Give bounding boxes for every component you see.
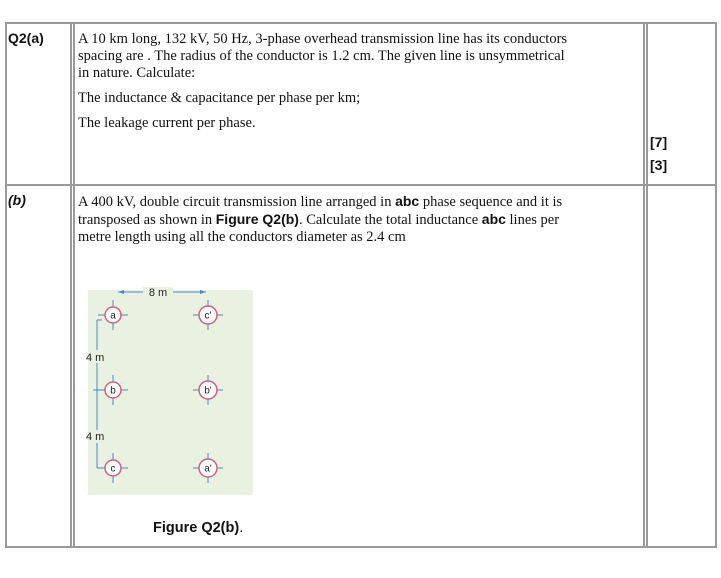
horizontal-spacing-arrow — [118, 287, 206, 299]
conductor-label-a: a — [110, 310, 116, 322]
row-divider — [5, 184, 717, 186]
q2a-item-1: The inductance & capacitance per phase per km; — [78, 90, 361, 106]
q2b-line-2-bold: abc — [481, 211, 506, 227]
figure-caption-text: Figure Q2(b) — [153, 520, 240, 536]
conductor-arrangement-figure — [86, 287, 253, 495]
conductor-label-a-prime: a' — [204, 463, 212, 475]
q2b-line-1-text: A 400 kV, double circuit transmission line arranged in — [78, 194, 396, 210]
q2a-line-2: spacing are . The radius of the conductor is 1.2 cm. The given line is unsymmetrical — [78, 48, 565, 64]
conductor-a — [98, 300, 128, 330]
column-divider-2 — [643, 22, 645, 547]
q2b-line-1 — [78, 193, 643, 211]
conductor-b — [98, 375, 128, 405]
q2a-line-1: A 10 km long, 132 kV, 50 Hz, 3-phase overhead transmission line has its conductors — [78, 31, 568, 47]
table-left-border — [5, 22, 7, 547]
conductor-b-prime — [193, 375, 223, 405]
question-text-q2a — [78, 31, 643, 132]
q2b-line-1-bold: abc — [395, 193, 420, 209]
table-bottom-border — [5, 546, 717, 548]
figure-caption-period: . — [239, 520, 244, 536]
conductor-label-b: b — [110, 385, 116, 397]
column-divider-1 — [70, 22, 72, 547]
table-right-border — [715, 22, 717, 547]
table-top-border — [5, 22, 717, 24]
question-text-q2b — [78, 193, 643, 246]
conductor-a-prime — [193, 453, 223, 483]
spacing-label-vertical-2: 4 m — [86, 431, 105, 443]
question-number-q2b: (b) — [8, 192, 26, 208]
q2a-item-2: The leakage current per phase. — [78, 115, 256, 131]
marks-q2a-1: [7] — [650, 134, 668, 150]
vertical-spacing-indicator — [86, 320, 108, 468]
figure-caption — [153, 520, 243, 536]
q2b-line-2-text: transposed as shown in — [78, 212, 216, 228]
q2b-line-2 — [78, 211, 643, 229]
q2b-line-1-text-end: phase sequence and it is — [419, 194, 563, 210]
figure-reference: Figure Q2(b) — [215, 211, 299, 227]
conductor-c-prime — [193, 300, 223, 330]
column-divider-2b — [646, 22, 648, 547]
q2b-line-2-text-end: lines per — [505, 212, 560, 228]
conductor-label-b-prime: b' — [204, 385, 212, 397]
q2a-line-3: in nature. Calculate: — [78, 65, 196, 81]
conductor-c — [98, 453, 128, 483]
spacing-label-horizontal: 8 m — [148, 287, 168, 299]
conductor-label-c-prime: c' — [204, 310, 212, 322]
q2b-line-2-text-mid: . Calculate the total inductance — [298, 212, 482, 228]
spacing-label-vertical-1: 4 m — [86, 352, 105, 364]
conductor-diagram — [86, 287, 253, 495]
conductor-label-c: c — [110, 463, 116, 475]
question-number-q2a: Q2(a) — [8, 30, 44, 46]
column-divider-1b — [73, 22, 75, 547]
q2b-line-3: metre length using all the conductors diameter as 2.4 cm — [78, 229, 406, 245]
marks-q2a-2: [3] — [650, 157, 668, 173]
